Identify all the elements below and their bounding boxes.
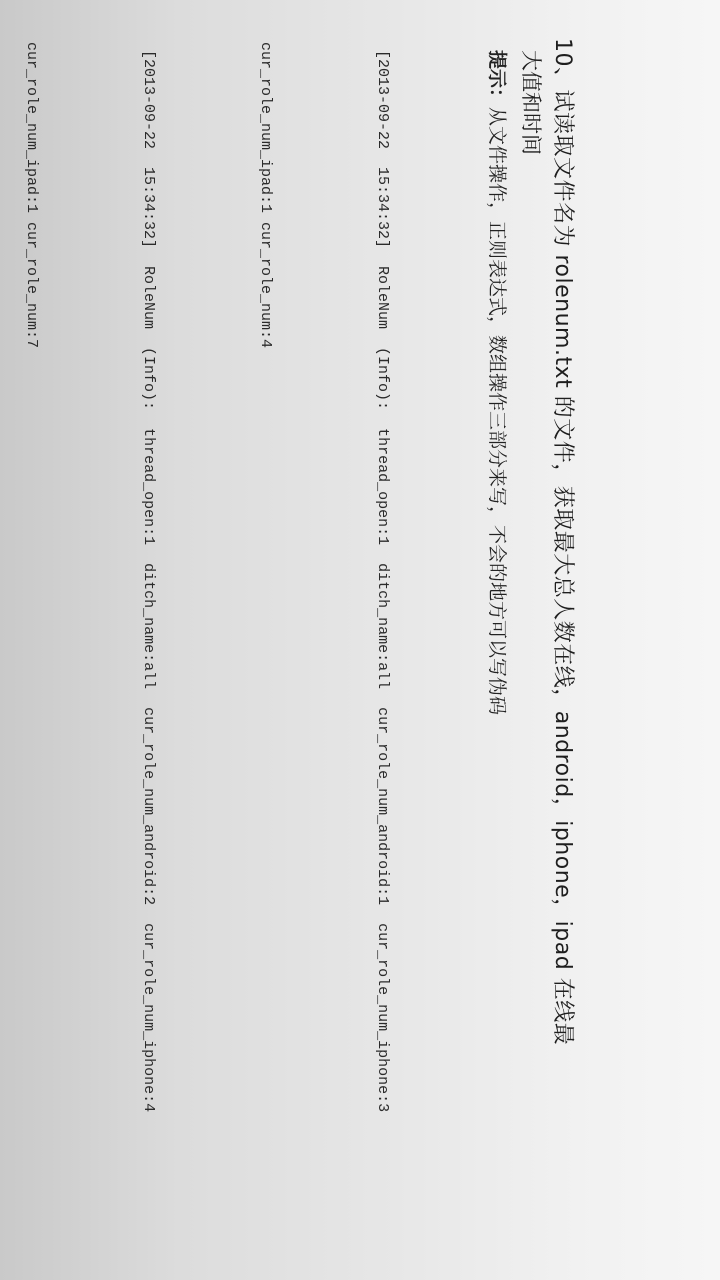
log-block (0, 42, 480, 1113)
hint-line (485, 50, 512, 715)
log-line: [2013-09-22 15:34:32] RoleNum (Info): thread_open:1 ditch_name:all cur_role_num_android:1 cur_role_num_iphone:3 (374, 50, 391, 1113)
hint-text: 从文件操作，正则表达式，数组操作三部分来写，不会的地方可以写伪码 (486, 107, 508, 716)
log-line: [2013-09-22 15:34:32] RoleNum (Info): thread_open:1 ditch_name:all cur_role_num_android:2 cur_role_num_iphone:4 (140, 50, 157, 1113)
log-line: cur_role_num_ipad:1 cur_role_num:4 (257, 42, 274, 349)
question-title-continuation: 大值和时间 (519, 50, 543, 155)
question-title: 10、试读取文件名为 rolenum.txt 的文件，获取最大总人数在线，android，iphone，ipad 在线最 (550, 38, 575, 1046)
hint-label: 提示： (486, 50, 508, 108)
log-line: cur_role_num_ipad:1 cur_role_num:7 (23, 42, 40, 349)
